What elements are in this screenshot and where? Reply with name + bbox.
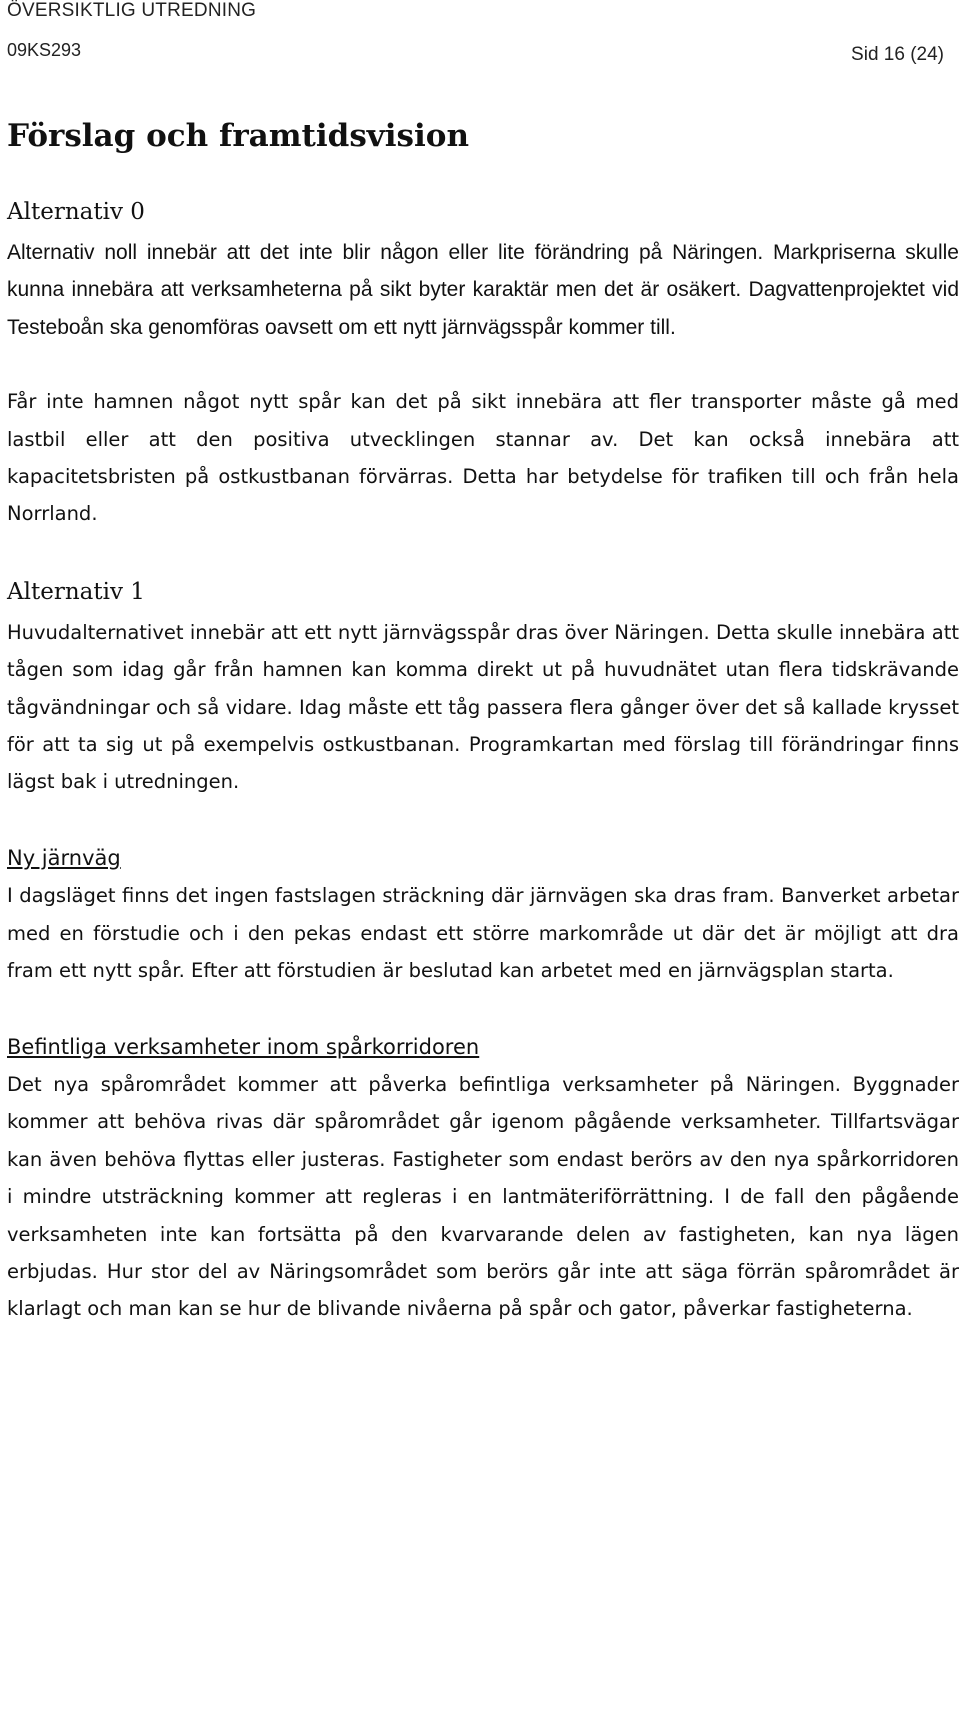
document-body [7, 118, 959, 1328]
paragraph-alt1-1: Huvudalternativet innebär att ett nytt järnvägsspår dras över Näringen. Detta skulle innebära att tågen som idag går från hamnen kan komma direkt ut på huvudnätet utan flera tidskrävande tågvändningar och så vidare. Idag måste ett tåg passera flera gånger över det så kallade krysset för att ta sig ut på exempelvis ostkustbanan. Programkartan med förslag till förändringar finns lägst bak i utredningen. [7, 620, 959, 794]
section-title-alternativ-1: Alternativ 1 [7, 578, 145, 605]
paragraph-befintliga: Det nya spårområdet kommer att påverka befintliga verksamheter på Näringen. Byggnader kommer att behöva rivas där spårområdet går igenom pågående verksamheter. Tillfartsvägar kan även behöva flyttas eller justeras. Fastigheter som endast berörs av den nya spårkorridoren i mindre utsträckning kommer att regleras i en lantmäteriförrättning. I de fall den pågående verksamheten inte kan fortsätta på den kvarvarande delen av fastigheten, kan nya lägen erbjudas. Hur stor del av Näringsområdet som berörs går inte att säga förrän spårområdet är klarlagt och man kan se hur de blivande nivåerna på spår och gator, påverkar fastigheterna. [7, 1072, 959, 1321]
paragraph-alt0-1: Alternativ noll innebär att det inte blir någon eller lite förändring på Näringen. Markpriserna skulle kunna innebära att verksamheterna på sikt byter karaktär men det är osäkert. Dagvattenprojektet vid Testeboån ska genomföras oavsett om ett nytt järnvägsspår kommer till. [7, 241, 959, 339]
paragraph-ny-jarnvag: I dagsläget finns det ingen fastslagen sträckning där järnvägen ska dras fram. Banverket arbetar med en förstudie och i den pekas endast ett större markområde ut där det är möjligt att dra fram ett nytt spår. Efter att förstudien är beslutad kan arbetet med en järnvägsplan starta. [7, 884, 959, 983]
page-title: Förslag och framtidsvision [7, 118, 470, 154]
document-id: 09KS293 [7, 40, 82, 60]
section-title-ny-jarnvag: Ny järnväg [7, 845, 121, 870]
header-title: ÖVERSIKTLIG UTREDNING [7, 0, 257, 21]
section-title-befintliga-verksamheter: Befintliga verksamheter inom spårkorridoren [7, 1034, 480, 1059]
paragraph-alt0-2: Får inte hamnen något nytt spår kan det på sikt innebära att fler transporter måste gå med lastbil eller att den positiva utvecklingen stannar av. Det kan också innebära att kapacitetsbristen på ostkustbanan förvärras. Detta har betydelse för trafiken till och från hela Norrland. [7, 390, 959, 526]
page-number: Sid 16 (24) [851, 44, 944, 65]
section-title-alternativ-0: Alternativ 0 [7, 199, 145, 225]
